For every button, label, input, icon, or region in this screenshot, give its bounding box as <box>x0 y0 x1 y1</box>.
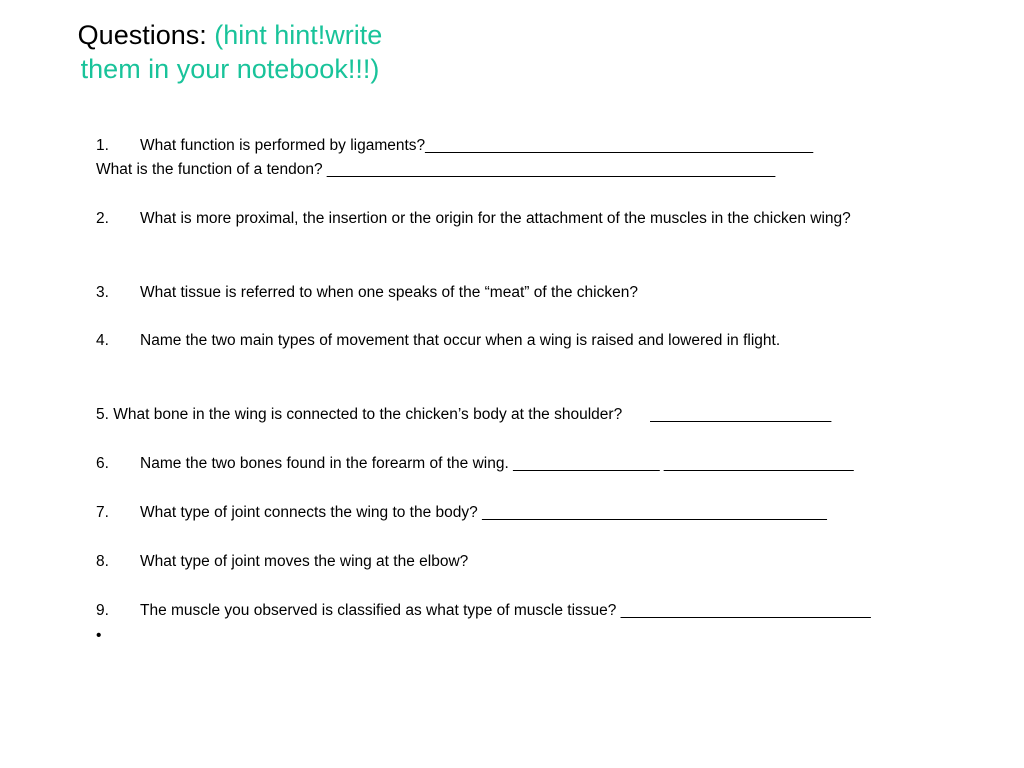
question-7 <box>96 503 827 523</box>
title-main: Questions: <box>77 20 215 50</box>
question-text: What is the function of a tendon? ____________________________________________________ <box>96 161 776 178</box>
answer-blank: _____________________ <box>650 406 832 423</box>
question-number: 2. <box>96 210 109 227</box>
question-1 <box>96 136 813 156</box>
question-number: 9. <box>96 602 109 619</box>
question-3 <box>96 283 638 303</box>
question-4 <box>96 331 780 351</box>
question-2 <box>96 209 851 229</box>
question-number: 4. <box>96 332 109 349</box>
question-text: What function is performed by ligaments?_____________________________________________ <box>140 137 814 154</box>
question-5 <box>96 405 831 425</box>
question-text: What is more proximal, the insertion or the origin for the attachment of the muscles in the chicken wing? <box>140 210 851 227</box>
question-number: 3. <box>96 284 109 301</box>
question-6 <box>96 454 854 474</box>
question-text: Name the two main types of movement that occur when a wing is raised and lowered in flight. <box>140 332 781 349</box>
question-8 <box>96 552 468 572</box>
question-1b <box>96 160 775 180</box>
question-text: 5. What bone in the wing is connected to the chicken’s body at the shoulder? <box>96 406 623 423</box>
question-number: 1. <box>96 137 109 154</box>
question-number: 6. <box>96 455 109 472</box>
title-hint: (hint hint!write them in your notebook!!!) <box>80 20 383 84</box>
question-text: The muscle you observed is classified as what type of muscle tissue? _____________________________ <box>140 602 871 619</box>
question-text: Name the two bones found in the forearm of the wing. _________________ ______________________ <box>140 455 854 472</box>
question-text: What type of joint moves the wing at the elbow? <box>140 553 469 570</box>
page-title <box>60 18 400 86</box>
question-number: 8. <box>96 553 109 570</box>
question-9 <box>96 601 871 621</box>
question-text: What type of joint connects the wing to the body? ________________________________________ <box>140 504 827 521</box>
question-number: 7. <box>96 504 109 521</box>
bullet-point: • <box>96 627 102 644</box>
question-text: What tissue is referred to when one speaks of the “meat” of the chicken? <box>140 284 638 301</box>
